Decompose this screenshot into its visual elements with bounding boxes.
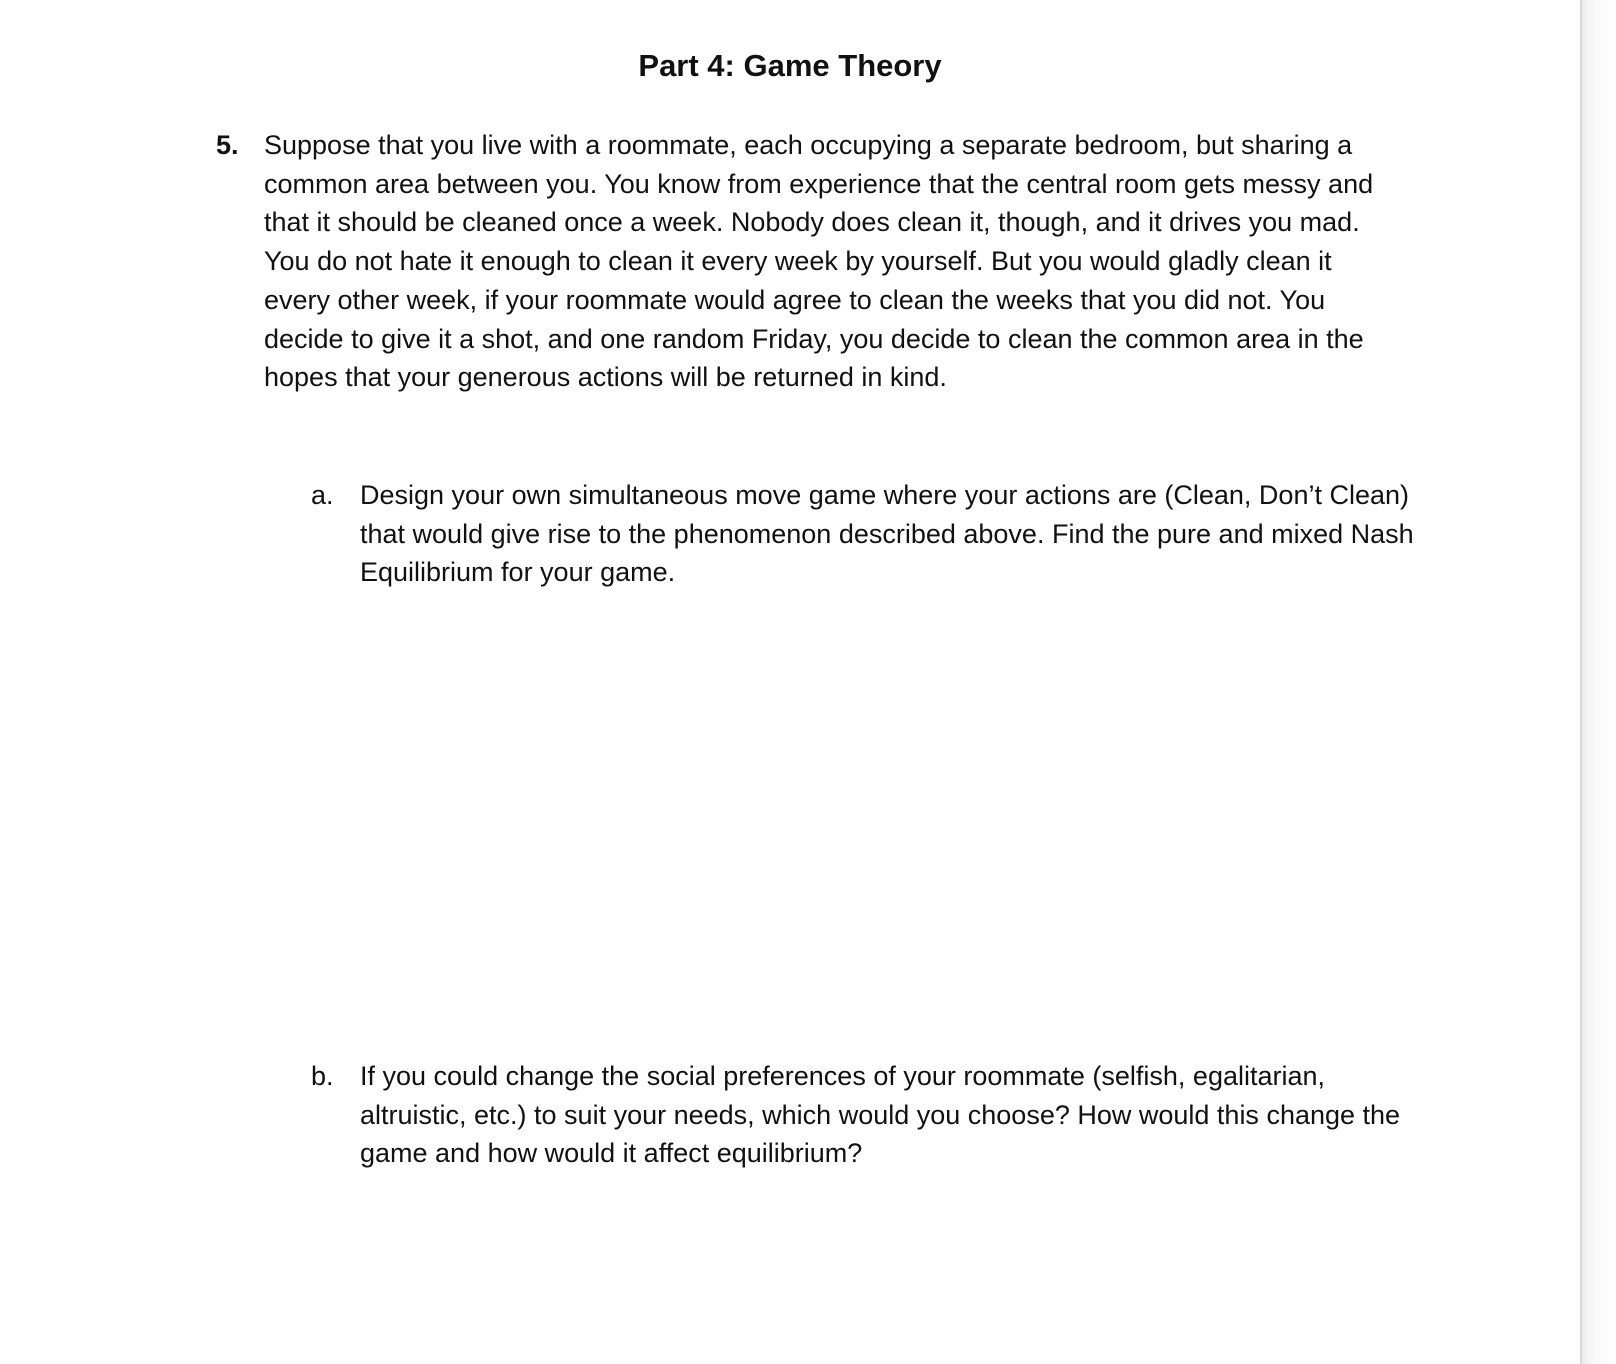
subquestion-text: Design your own simultaneous move game where your actions are (Clean, Don’t Clean) that would give rise to the phenomenon described above. Find the pure and mixed Nash Equilibrium for your game. [360, 480, 1414, 588]
subquestion-a [311, 476, 1421, 592]
question-number: 5. [216, 130, 239, 160]
question-5 [216, 126, 1406, 397]
subquestion-letter: a. [311, 480, 334, 510]
subquestion-text: If you could change the social preferences of your roommate (selfish, egalitarian, altruistic, etc.) to suit your needs, which would you choose? How would this change the game and how would it affect equilibrium? [360, 1061, 1401, 1169]
answer-space-a [360, 600, 1400, 1020]
page-edge-shadow [1582, 0, 1616, 1364]
section-title: Part 4: Game Theory [638, 48, 942, 83]
subquestion-letter: b. [311, 1061, 334, 1091]
question-text: Suppose that you live with a roommate, each occupying a separate bedroom, but sharing a common area between you. You know from experience that the central room gets messy and that it should be cleaned once a week. Nobody does clean it, though, and it drives you mad. You do not hate it enough to clean it every week by yourself. But you would gladly clean it every other week, if your roommate would agree to clean the weeks that you did not. You decide to give it a shot, and one random Friday, you decide to clean the common area in the hopes that your generous actions will be returned in kind. [264, 130, 1374, 393]
answer-space-b [360, 1180, 1400, 1350]
subquestion-b [311, 1057, 1421, 1173]
